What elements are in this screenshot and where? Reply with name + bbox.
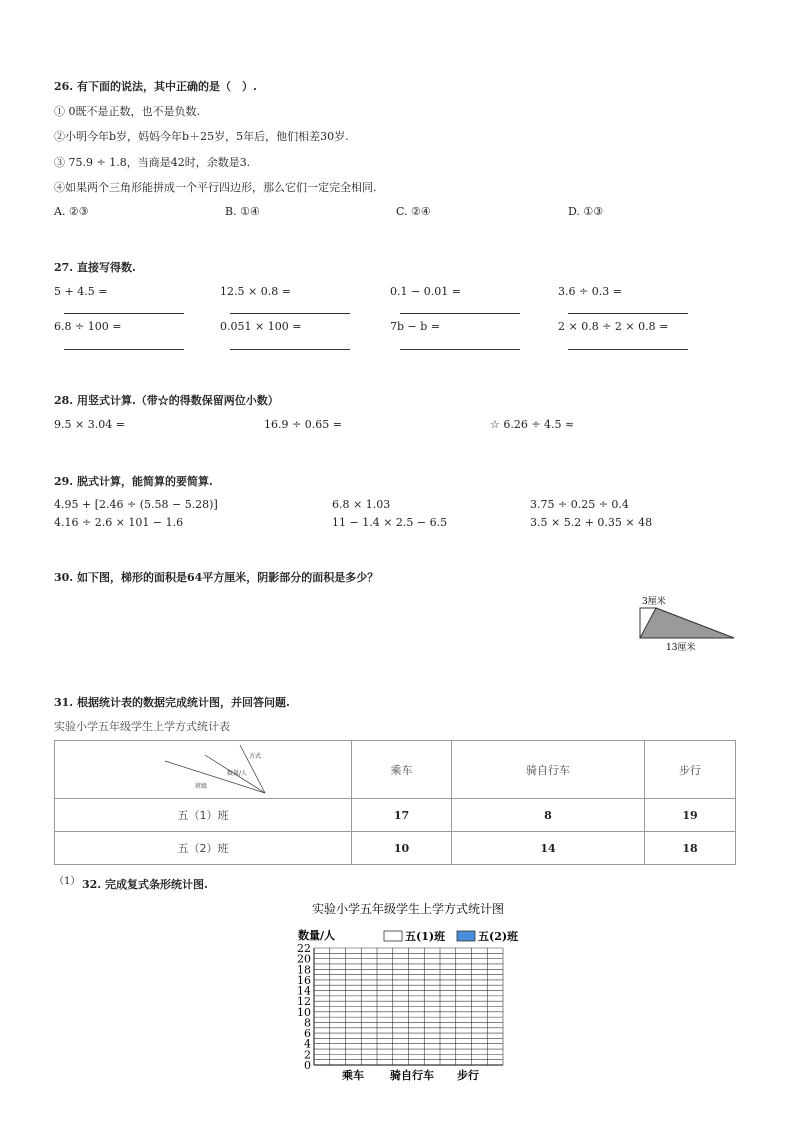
legend-label-class1: 五(1)班 [405,930,446,943]
q29-r2-c3: 3.5 × 5.2 + 0.35 × 48 [530,516,653,529]
answer-blank[interactable] [400,349,520,350]
col-header-bus: 乘车 [352,741,452,799]
answer-blank[interactable] [230,349,350,350]
chart-title: 实验小学五年级学生上学方式统计图 [311,902,505,916]
table-cell: 10 [352,832,452,865]
q27-r1-c1: 5 + 4.5 = [54,285,108,298]
y-tick-label: 8 [304,1016,311,1030]
x-categories [342,1068,479,1082]
trapezoid-figure [630,592,740,654]
q29-r2-c2: 11 − 1.4 × 2.5 − 6.5 [332,516,448,529]
answer-blank[interactable] [568,349,688,350]
q26-option-a: A. ②③ [54,205,89,218]
stat-table [54,740,736,865]
bar-chart [280,895,550,1085]
answer-blank[interactable] [64,349,184,350]
table-row [55,799,736,832]
table-cell: 18 [645,832,736,865]
y-tick-label: 14 [297,984,311,998]
diag-label-method: 方式 [249,753,262,760]
legend-label-class2: 五(2)班 [478,930,519,943]
q27-r1-c2: 12.5 × 0.8 = [220,285,291,298]
q26-item-1: ① 0既不是正数，也不是负数. [54,105,200,118]
q32-prefix: （1） [54,876,81,887]
q27-r2-c3: 7b − b = [390,320,441,333]
table-row [55,832,736,865]
q29-stem: 29. 脱式计算，能简算的要简算. [54,475,213,488]
y-axis-label: 数量/人 [298,929,336,942]
diag-label-count: 数量/人 [227,770,248,777]
q27-r1-c3: 0.1 − 0.01 = [390,285,461,298]
diag-label-class: 班级 [195,783,208,790]
q29-r1-c3: 3.75 ÷ 0.25 ÷ 0.4 [530,498,629,511]
row-label: 五（2）班 [55,832,352,865]
shaded-triangle [640,608,734,638]
y-tick-label: 22 [297,942,311,955]
q29-r1-c2: 6.8 × 1.03 [332,498,391,511]
legend-swatch-class1 [384,931,402,941]
q32-stem: 32. 完成复式条形统计图. [82,878,208,891]
q29-r1-c1: 4.95 + [2.46 ÷ (5.58 − 5.28)] [54,498,218,511]
col-header-walk: 步行 [645,741,736,799]
q29-r2-c1: 4.16 ÷ 2.6 × 101 − 1.6 [54,516,184,529]
table-cell: 17 [352,799,452,832]
q26-option-d: D. ①③ [568,205,604,218]
q31-stem: 31. 根据统计表的数据完成统计图，并回答问题. [54,696,290,709]
q28-item-1: 9.5 × 3.04 = [54,418,125,431]
y-tick-label: 10 [297,1005,311,1019]
row-label: 五（1）班 [55,799,352,832]
diagonal-header-cell [55,741,352,799]
y-tick-label: 20 [297,952,311,966]
table-title: 实验小学五年级学生上学方式统计表 [54,720,230,733]
y-tick-label: 0 [304,1059,311,1072]
y-tick-label: 4 [304,1037,311,1051]
y-tick-label: 18 [297,963,311,977]
q27-r2-c2: 0.051 × 100 = [220,320,302,333]
col-header-bike: 骑自行车 [452,741,645,799]
q26-item-3: ③ 75.9 ÷ 1.8，当商是42时，余数是3. [54,156,251,169]
table-cell: 8 [452,799,645,832]
chart-grid [314,948,503,1065]
q30-stem: 30. 如下图，梯形的面积是64平方厘米，阴影部分的面积是多少？ [54,571,379,584]
q27-r2-c1: 6.8 ÷ 100 = [54,320,122,333]
x-category-label: 骑自行车 [390,1069,434,1082]
y-tick-label: 2 [304,1048,311,1062]
q26-option-c: C. ②④ [396,205,431,218]
y-ticks [297,942,311,1072]
q27-stem: 27. 直接写得数. [54,261,136,274]
y-tick-label: 12 [297,995,311,1009]
q27-r2-c4: 2 × 0.8 ÷ 2 × 0.8 = [558,320,669,333]
q28-item-2: 16.9 ÷ 0.65 = [264,418,342,431]
q26-item-2: ②小明今年b岁，妈妈今年b＋25岁，5年后，他们相差30岁. [54,130,349,143]
q28-item-3: ☆ 6.26 ÷ 4.5 ≈ [490,418,575,431]
diagonal-lines [55,741,351,799]
answer-blank[interactable] [230,313,350,314]
y-tick-label: 6 [304,1027,311,1041]
q26-option-b: B. ①④ [225,205,260,218]
q26-item-4: ④如果两个三角形能拼成一个平行四边形，那么它们一定完全相同. [54,181,377,194]
x-category-label: 步行 [457,1069,479,1082]
bottom-base-label: 13厘米 [666,643,696,653]
x-category-label: 乘车 [342,1069,364,1082]
answer-blank[interactable] [64,313,184,314]
legend-swatch-class2 [457,931,475,941]
table-cell: 19 [645,799,736,832]
table-cell: 14 [452,832,645,865]
y-tick-label: 16 [297,973,311,987]
q27-r1-c4: 3.6 ÷ 0.3 = [558,285,622,298]
q26-stem: 26. 有下面的说法，其中正确的是（ ）. [54,80,257,93]
table-header-row [55,741,736,799]
answer-blank[interactable] [400,313,520,314]
top-base-label: 3厘米 [642,597,666,607]
answer-blank[interactable] [568,313,688,314]
q28-stem: 28. 用竖式计算.（带☆的得数保留两位小数） [54,394,279,407]
